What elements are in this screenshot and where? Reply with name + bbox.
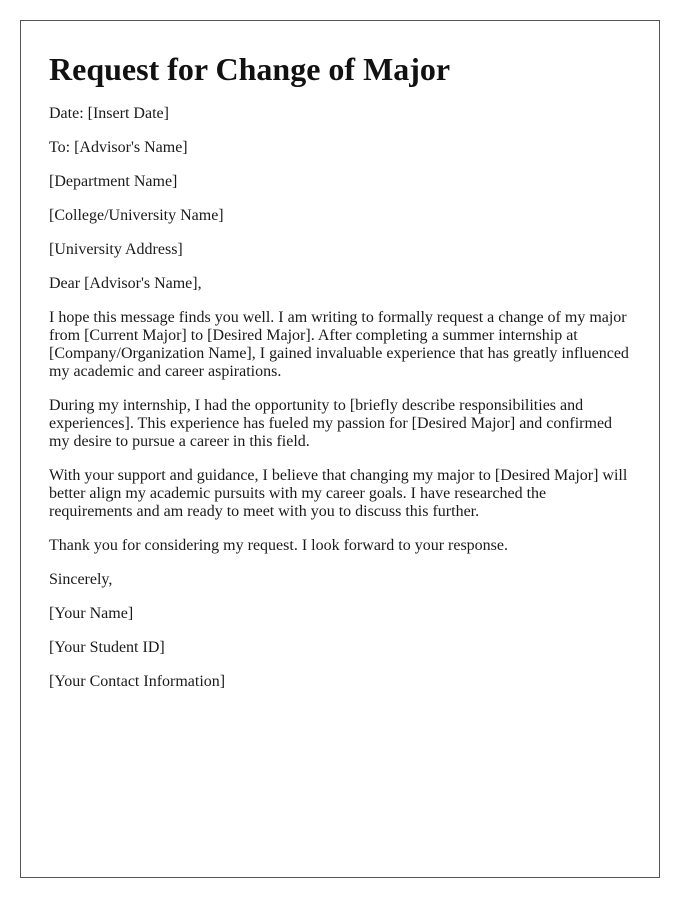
body-paragraph-internship: During my internship, I had the opportunity to [briefly describe responsibilities and experiences]. This experience has fueled my passion for [Desired Major] and confirmed my desire to pursue a career in this field. xyxy=(49,397,613,450)
body-paragraph-intro: I hope this message finds you well. I am writing to formally request a change of my major from [Current Major] to [Desired Major]. After completing a summer internship at [Company/Organization Name], I gained invaluable experience that has greatly influenced my academic and career aspirations. xyxy=(49,309,629,380)
contact-info-line: [Your Contact Information] xyxy=(49,673,226,690)
salutation: Dear [Advisor's Name], xyxy=(49,275,202,292)
date-line: Date: [Insert Date] xyxy=(49,105,169,122)
address-line: [University Address] xyxy=(49,241,183,258)
signature-name: [Your Name] xyxy=(49,605,134,622)
body-paragraph-thanks: Thank you for considering my request. I look forward to your response. xyxy=(49,537,508,554)
letter-page xyxy=(20,20,660,878)
recipient-line: To: [Advisor's Name] xyxy=(49,139,188,156)
body-paragraph-request: With your support and guidance, I believe that changing my major to [Desired Major] will better align my academic pursuits with my career goals. I have researched the requirements and am ready to meet with you to discuss this further. xyxy=(49,467,628,520)
letter-title: Request for Change of Major xyxy=(49,51,451,87)
closing-line: Sincerely, xyxy=(49,571,113,588)
department-line: [Department Name] xyxy=(49,173,178,190)
college-line: [College/University Name] xyxy=(49,207,224,224)
student-id-line: [Your Student ID] xyxy=(49,639,165,656)
